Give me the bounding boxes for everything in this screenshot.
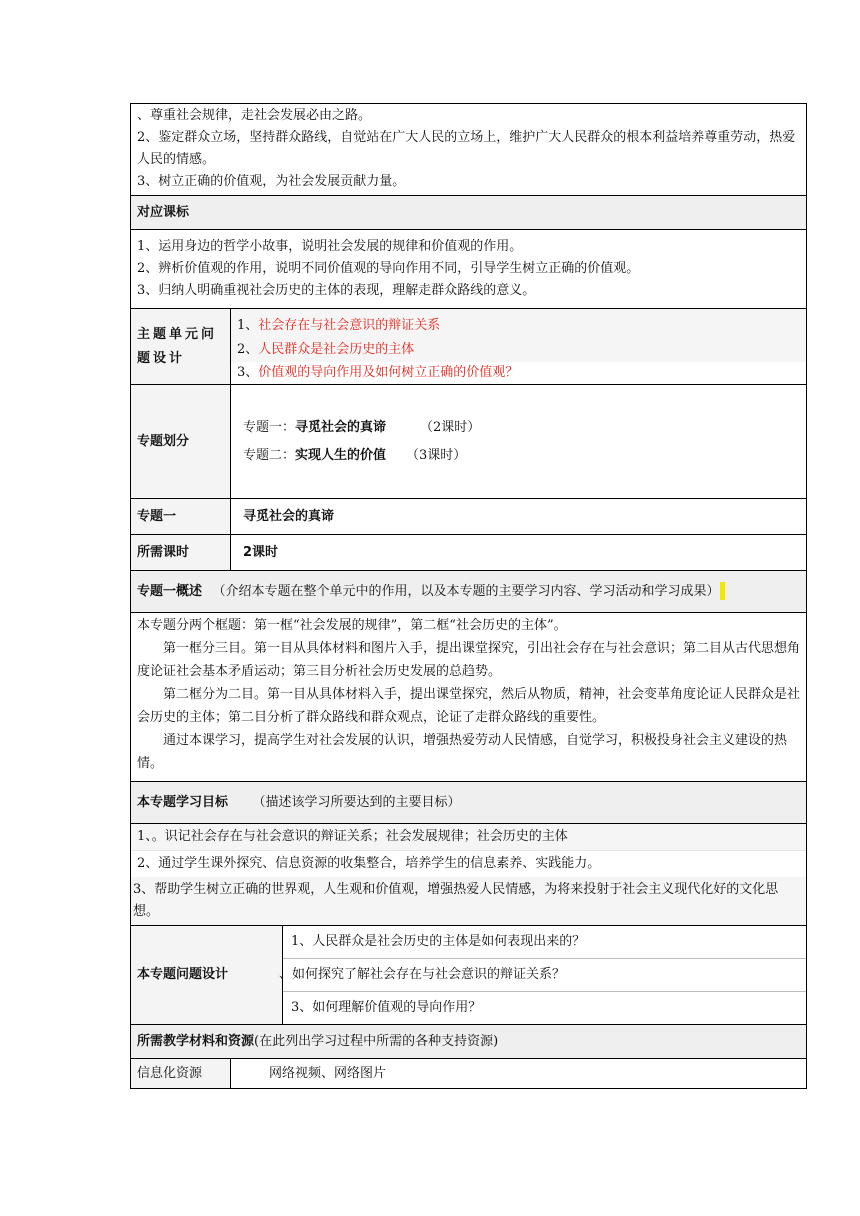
overview-header-row <box>131 571 807 613</box>
overview-note: （介绍本专题在整个单元中的作用，以及本专题的主要学习内容、学习活动和学习成果） <box>212 583 720 599</box>
standard-item: 3、归纳人明确重视社会历史的主体的表现，理解走群众路线的意义。 <box>137 283 536 298</box>
topic-prefix: 专题一： <box>243 419 296 435</box>
materials-note: (在此列出学习过程中所需的各种支持资源) <box>254 1033 499 1049</box>
unit-question-2 <box>237 338 800 362</box>
topic-question-item: 、如何探究了解社会存在与社会意识的辩证关系？ <box>279 967 566 982</box>
standards-header-row <box>131 196 807 230</box>
overview-paragraph: 通过本课学习，提高学生对社会发展的认识，增强热爱劳动人民情感，自觉学习，积极投身社会主义建设的热情。 <box>137 733 788 771</box>
objectives-header <box>131 782 807 824</box>
hours-label: 所需课时 <box>131 535 231 571</box>
hours-value: 2课时 <box>231 535 807 571</box>
standards-cell <box>131 230 807 309</box>
standard-item: 1、运用身边的哲学小故事，说明社会发展的规律和价值观的作用。 <box>137 239 523 254</box>
unit-question-3 <box>231 362 806 384</box>
objective-item: 3、帮助学生树立正确的世界观，人生观和价值观，增强热爱人民情感，为将来投射于社会主义现代化好的文化思想。 <box>131 877 806 925</box>
overview-label: 专题一概述 <box>137 583 203 599</box>
goal-line: 3、树立正确的价值观，为社会发展贡献力量。 <box>137 174 406 189</box>
overview-header <box>131 571 807 613</box>
hours-row <box>131 535 807 571</box>
overview-paragraph: 本专题分两个框题：第一框“社会发展的规律”，第二框“社会历史的主体”。 <box>137 618 567 633</box>
overview-paragraph: 第二框分为二目。第一目从具体材料入手，提出课堂探究，然后从物质，精神，社会变革角度论证人民群众是社会历史的主体；第二目分析了群众路线和群众观点，论证了走群众路线的重要性。 <box>137 687 801 725</box>
standards-row <box>131 230 807 309</box>
materials-header <box>131 1025 807 1059</box>
objectives-row <box>131 824 807 926</box>
topic-hours: （2课时） <box>420 419 481 435</box>
overview-cell <box>131 613 807 782</box>
goal-line: 2、鉴定群众立场，坚持群众路线，自觉站在广大人民的立场上，维护广大人民群众的根本利益培养尊重劳动，热爱人民的情感。 <box>137 130 796 167</box>
goals-continued-cell <box>131 104 807 196</box>
objectives-label: 本专题学习目标 <box>137 794 229 810</box>
objectives-header-row <box>131 782 807 824</box>
overview-row <box>131 613 807 782</box>
goals-continued-row <box>131 104 807 196</box>
topic-item-2 <box>243 442 800 470</box>
goal-line: 、尊重社会规律，走社会发展必由之路。 <box>137 108 372 123</box>
objectives-note: （描述该学习所要达到的主要目标） <box>252 794 461 810</box>
lesson-plan-table <box>130 103 807 1089</box>
objective-item: 2、通过学生课外探究、信息资源的收集整合，培养学生的信息素养、实践能力。 <box>137 856 601 871</box>
unit-question-text: 社会存在与社会意识的辩证关系 <box>258 317 441 333</box>
topic-question-item: 1、人民群众是社会历史的主体是如何表现出来的？ <box>283 926 806 959</box>
unit-question-num: 2、 <box>237 341 259 357</box>
unit-questions-row <box>131 309 807 385</box>
unit-question-text: 人民群众是社会历史的主体 <box>258 341 415 357</box>
info-resources-label: 信息化资源 <box>131 1059 231 1089</box>
highlight-mark <box>720 582 725 600</box>
topic-questions-cell <box>279 926 807 1025</box>
topics-label: 专题划分 <box>131 385 231 499</box>
topics-cell <box>231 385 807 499</box>
materials-label: 所需教学材料和资源 <box>137 1033 255 1049</box>
topic-hours: （3课时） <box>406 447 467 463</box>
unit-question-text: 价值观的导向作用及如何树立正确的价值观？ <box>258 364 519 380</box>
standards-label: 对应课标 <box>131 196 807 230</box>
objectives-cell <box>131 824 807 926</box>
topic-name: 寻觅社会的真谛 <box>295 419 387 435</box>
info-resources-value: 网络视频、网络图片 <box>231 1059 807 1089</box>
topic-one-row <box>131 499 807 535</box>
topic-name: 实现人生的价值 <box>295 447 387 463</box>
overview-paragraph: 第一框分三目。第一目从具体材料和图片入手，提出课堂探究，引出社会存在与社会意识；第二目从古代思想角度论证社会基本矛盾运动；第三目分析社会历史发展的总趋势。 <box>137 641 801 679</box>
unit-question-1 <box>237 314 800 338</box>
standard-item: 2、辨析价值观的作用，说明不同价值观的导向作用不同，引导学生树立正确的价值观。 <box>137 261 640 276</box>
topic-one-label: 专题一 <box>131 499 231 535</box>
objective-item: 1、。识记社会存在与社会意识的辩证关系；社会发展规律；社会历史的主体 <box>131 824 806 851</box>
lesson-plan-sheet <box>130 103 806 1089</box>
unit-question-num: 3、 <box>237 364 259 380</box>
topics-row <box>131 385 807 499</box>
materials-header-row <box>131 1025 807 1059</box>
unit-questions-label: 主题单元问题设计 <box>131 309 231 385</box>
topic-questions-label: 本专题问题设计 <box>131 926 283 1025</box>
topic-item-1 <box>243 414 800 442</box>
info-resources-row <box>131 1059 807 1089</box>
unit-questions-cell <box>231 309 807 385</box>
topic-questions-row <box>131 926 807 1025</box>
topic-prefix: 专题二： <box>243 447 296 463</box>
topic-one-value: 寻觅社会的真谛 <box>231 499 807 535</box>
topic-question-item: 3、如何理解价值观的导向作用？ <box>283 991 806 1024</box>
unit-question-num: 1、 <box>237 317 259 333</box>
